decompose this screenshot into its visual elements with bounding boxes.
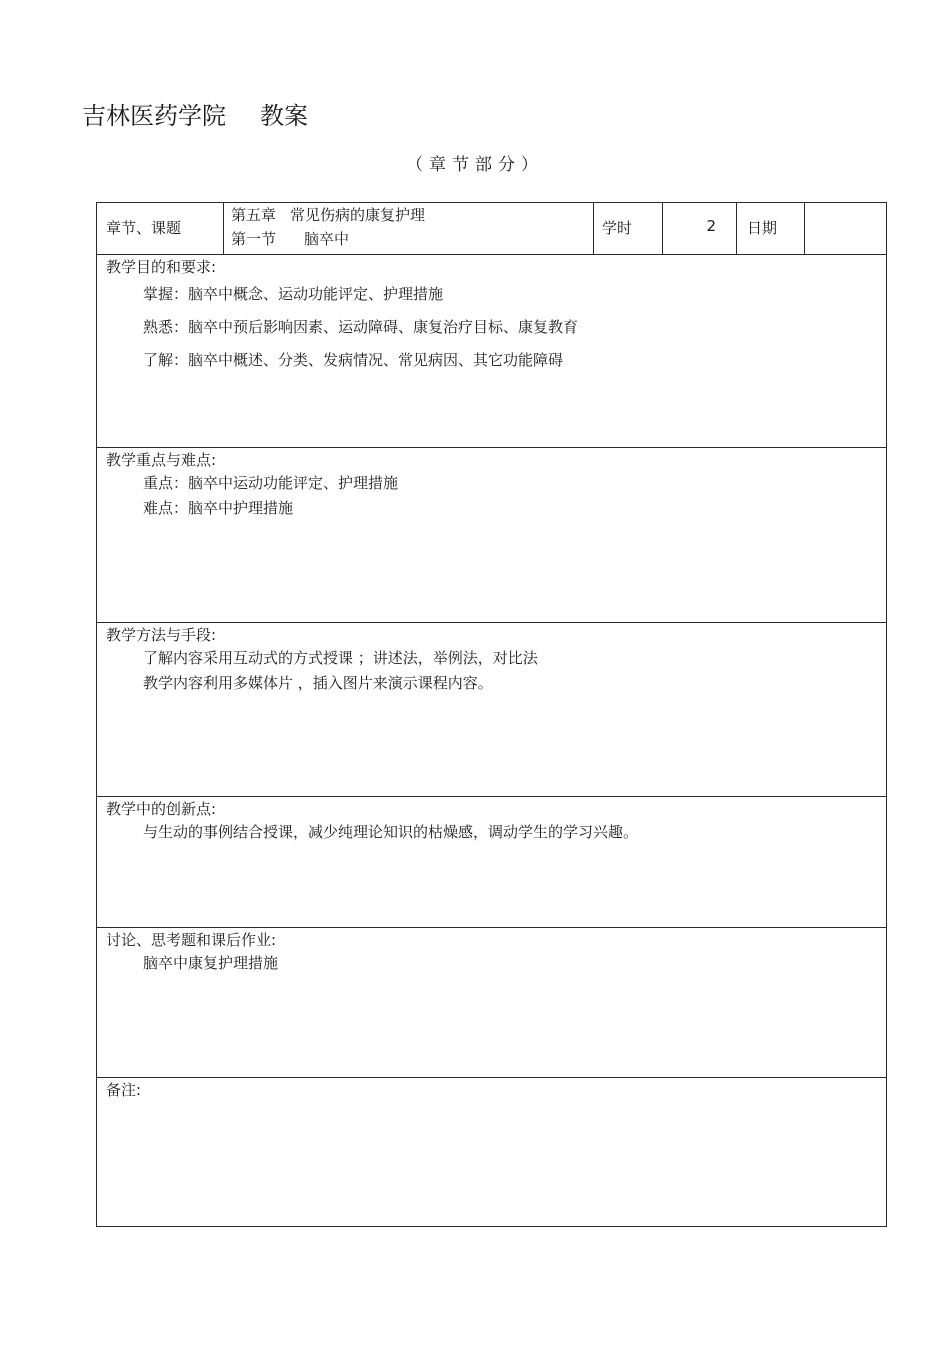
document-subtitle: （章节部分）	[406, 155, 544, 175]
objectives-section	[97, 255, 886, 448]
objectives-line: 熟悉：脑卒中预后影响因素、运动障碍、康复治疗目标、康复教育	[143, 318, 579, 336]
key-points-section	[97, 448, 886, 623]
section-title: 脑卒中	[304, 230, 350, 248]
hours-label: 学时	[594, 203, 663, 254]
methods-section	[97, 623, 886, 797]
date-value	[805, 203, 887, 254]
document-type: 教案	[260, 102, 308, 130]
institution-name: 吉林医药学院	[82, 102, 226, 130]
key-points-line: 难点：脑卒中护理措施	[143, 499, 294, 517]
chapter-title: 常见伤病的康复护理	[290, 206, 426, 224]
key-points-line: 重点：脑卒中运动功能评定、护理措施	[143, 474, 399, 492]
innovation-title: 教学中的创新点:	[106, 800, 217, 818]
innovation-line: 与生动的事例结合授课，减少纯理论知识的枯燥感，调动学生的学习兴趣。	[143, 823, 639, 841]
discussion-line: 脑卒中康复护理措施	[143, 954, 279, 972]
remarks-title: 备注:	[106, 1081, 142, 1099]
innovation-section	[97, 797, 886, 928]
discussion-section	[97, 928, 886, 1078]
document-header	[82, 96, 308, 131]
chapter-label: 章节、课题	[97, 203, 224, 254]
methods-title: 教学方法与手段:	[106, 626, 217, 644]
objectives-line: 掌握：脑卒中概念、运动功能评定、护理措施	[143, 285, 444, 303]
section-number: 第一节	[231, 230, 277, 248]
chapter-number: 第五章	[231, 206, 277, 224]
date-label: 日期	[737, 203, 805, 254]
objectives-title: 教学目的和要求:	[106, 258, 217, 276]
key-points-title: 教学重点与难点:	[106, 451, 217, 469]
lesson-plan-form	[96, 202, 887, 1227]
methods-line: 了解内容采用互动式的方式授课 ；讲述法，举例法，对比法	[143, 649, 538, 667]
discussion-title: 讨论、思考题和课后作业:	[106, 931, 277, 949]
chapter-value	[224, 203, 594, 254]
methods-line: 教学内容利用多媒体片 ，插入图片来演示课程内容。	[143, 674, 493, 692]
remarks-section	[97, 1078, 886, 1226]
objectives-line: 了解：脑卒中概述、分类、发病情况、常见病因、其它功能障碍	[143, 351, 564, 369]
chapter-row	[97, 203, 886, 255]
hours-value: 2	[663, 203, 737, 254]
